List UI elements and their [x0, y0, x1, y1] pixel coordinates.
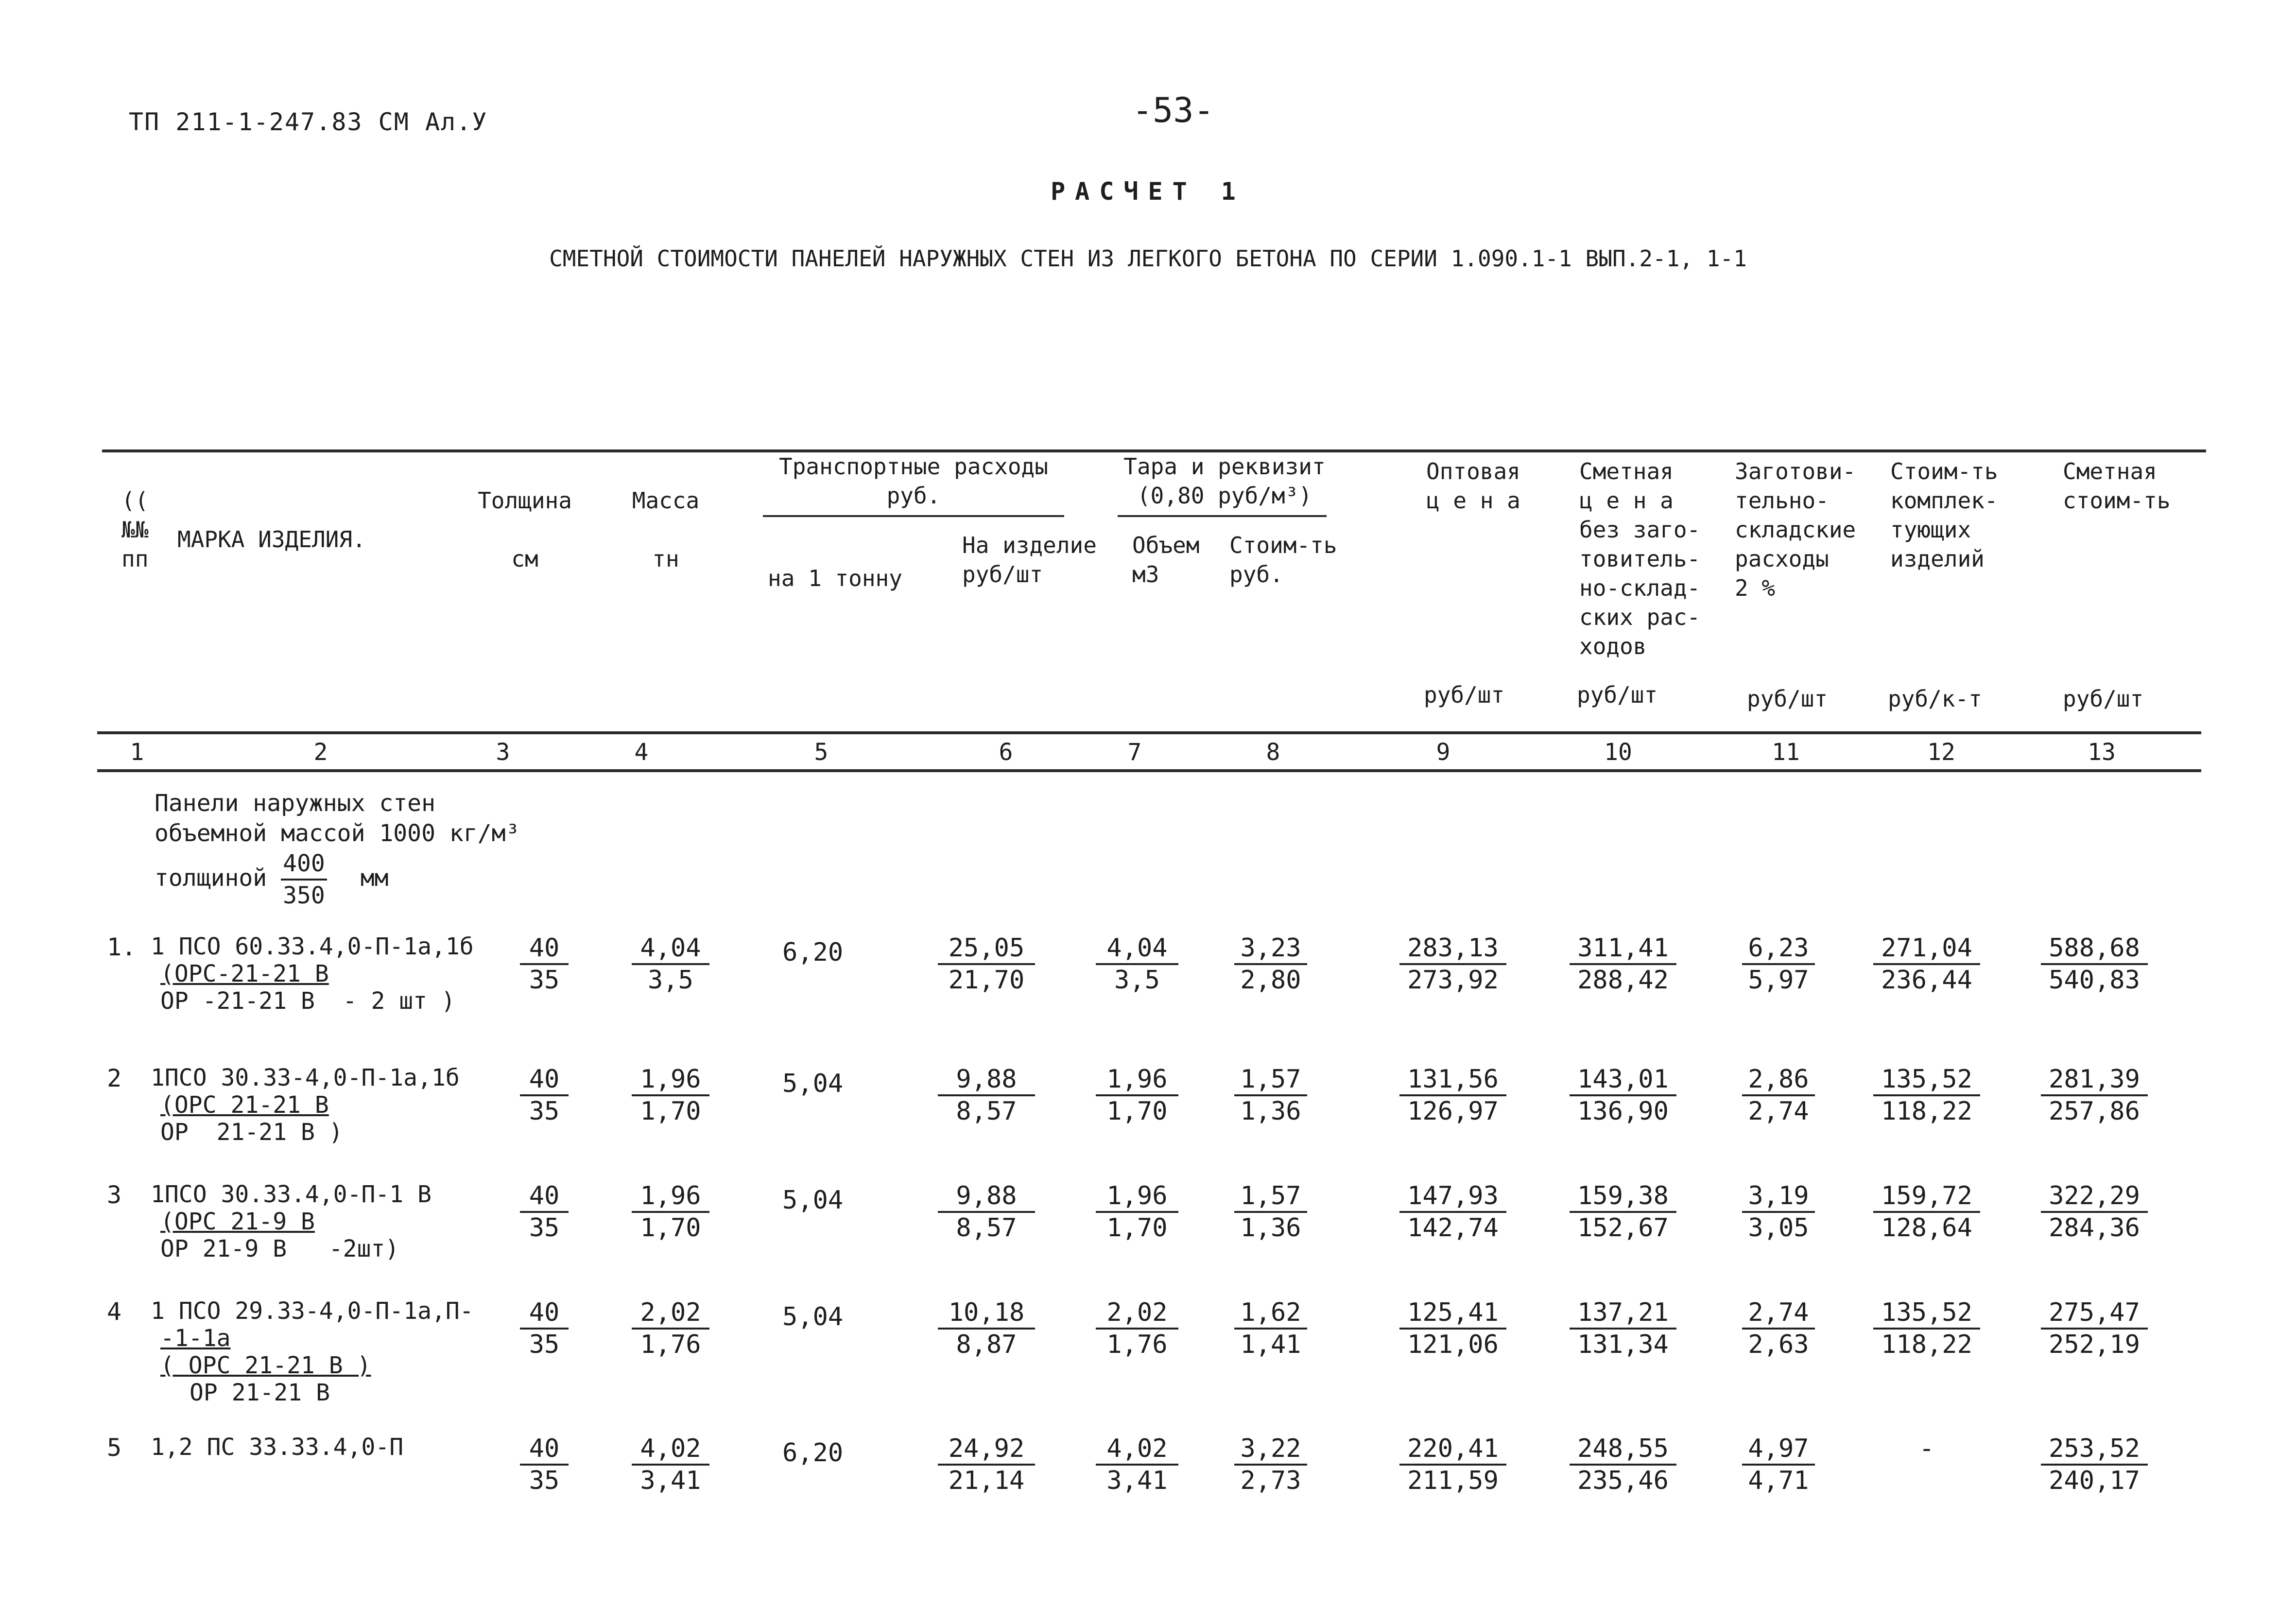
value-top: 131,56	[1399, 1064, 1506, 1096]
value-bottom: 2,80	[1240, 966, 1301, 995]
cell-c10	[1570, 1064, 1676, 1126]
value-top: 2,86	[1742, 1064, 1815, 1096]
value-bottom: 131,34	[1577, 1330, 1669, 1359]
value-top: 1,96	[632, 1064, 709, 1096]
value-bottom: 121,06	[1407, 1330, 1499, 1359]
cell-c6	[938, 1297, 1035, 1360]
cell-c4	[632, 1434, 709, 1496]
value-bottom: 3,5	[648, 966, 693, 995]
product-mark	[151, 1297, 474, 1406]
row-number: 4	[107, 1297, 122, 1326]
cell-c8	[1234, 933, 1307, 995]
header-mark: МАРКА ИЗДЕЛИЯ.	[177, 526, 366, 553]
column-number: 10	[1604, 739, 1632, 766]
value-bottom: 35	[529, 966, 560, 995]
cell-c7	[1096, 1434, 1178, 1496]
product-mark	[151, 1434, 403, 1461]
cell-c11	[1742, 1064, 1815, 1126]
cell-c10	[1570, 1434, 1676, 1496]
cell-c13	[2041, 1297, 2148, 1360]
value-top: 1,57	[1234, 1181, 1307, 1213]
value-top: 253,52	[2041, 1434, 2148, 1466]
cell-c9	[1399, 1434, 1506, 1496]
cell-c6	[938, 1064, 1035, 1126]
value-bottom: 288,42	[1577, 966, 1669, 995]
value-top: 588,68	[2041, 933, 2148, 965]
cell-c3	[520, 1297, 569, 1360]
cell-c3	[520, 933, 569, 995]
column-number: 2	[313, 739, 328, 766]
value-top: 1,96	[632, 1181, 709, 1213]
value-top: 137,21	[1570, 1297, 1676, 1330]
value-top: 147,93	[1399, 1181, 1506, 1213]
cell-c8	[1234, 1181, 1307, 1243]
value-top: 25,05	[938, 933, 1035, 965]
section-unit: мм	[360, 864, 389, 892]
mark-line: ОР 21-9 В -2шт)	[160, 1235, 399, 1262]
cell-c11	[1742, 1434, 1815, 1496]
cell-c5: 6,20	[782, 938, 844, 967]
value-top: 24,92	[938, 1434, 1035, 1466]
column-number: 11	[1772, 739, 1800, 766]
cell-c9	[1399, 1064, 1506, 1126]
value-top: 143,01	[1570, 1064, 1676, 1096]
column-number-rule	[97, 769, 2201, 772]
value-top: 1,96	[1096, 1181, 1178, 1213]
value-bottom: 2,74	[1748, 1097, 1809, 1126]
value-bottom: 1,70	[640, 1097, 701, 1126]
unit-c10: руб/шт	[1577, 682, 1658, 708]
value-bottom: 235,46	[1577, 1466, 1669, 1495]
column-number: 1	[130, 739, 144, 766]
fraction-bottom: 350	[283, 882, 325, 909]
value-bottom: 1,76	[1106, 1330, 1168, 1359]
section-thickness-line	[155, 848, 519, 911]
value-bottom: 284,36	[2049, 1213, 2140, 1243]
cell-c12	[1873, 1297, 1980, 1360]
value-top: 271,04	[1873, 933, 1980, 965]
value-bottom: 1,70	[1106, 1213, 1168, 1243]
cell-c8	[1234, 1434, 1307, 1496]
value-bottom: 257,86	[2049, 1097, 2140, 1126]
value-top: 4,02	[1096, 1434, 1178, 1466]
row-number: 2	[107, 1064, 122, 1092]
mark-line: 1 ПСО 60.33.4,0-П-1а,1б	[151, 933, 474, 960]
value-bottom: 236,44	[1881, 966, 1972, 995]
value-top: 322,29	[2041, 1181, 2148, 1213]
section-line: объемной массой 1000 кг/м³	[155, 820, 520, 847]
column-number: 7	[1127, 739, 1142, 766]
cell-c10	[1570, 1297, 1676, 1360]
cell-c12	[1873, 933, 1980, 995]
cell-c12: -	[1919, 1434, 1934, 1463]
value-top: 1,57	[1234, 1064, 1307, 1096]
product-mark	[151, 1064, 460, 1146]
header-cost: Стоим-ть руб.	[1229, 532, 1337, 588]
cell-c11	[1742, 933, 1815, 995]
mark-line: (ОРС 21-9 В	[160, 1208, 315, 1235]
mark-line: 1 ПСО 29.33-4,0-П-1а,П-	[151, 1297, 474, 1325]
value-bottom: 1,76	[640, 1330, 701, 1359]
value-top: 4,97	[1742, 1434, 1815, 1466]
value-top: 40	[520, 1181, 569, 1213]
value-bottom: 4,71	[1748, 1466, 1809, 1495]
cell-c5: 5,04	[782, 1069, 844, 1098]
value-bottom: 240,17	[2049, 1466, 2140, 1495]
value-bottom: 142,74	[1407, 1213, 1499, 1243]
value-bottom: 21,70	[948, 966, 1025, 995]
product-mark	[151, 933, 474, 1015]
transport-group-rule	[763, 515, 1064, 517]
cell-c4	[632, 1181, 709, 1243]
value-bottom: 1,70	[1106, 1097, 1168, 1126]
value-bottom: 8,57	[956, 1213, 1017, 1243]
header-per-item: На изделие руб/шт	[962, 532, 1097, 588]
value-bottom: 273,92	[1407, 966, 1499, 995]
section-heading	[155, 788, 519, 911]
row-number: 5	[107, 1434, 122, 1462]
mark-line: (ОРС-21-21 В	[160, 960, 329, 987]
value-top: 6,23	[1742, 933, 1815, 965]
cell-c6	[938, 1181, 1035, 1243]
value-bottom: 8,87	[956, 1330, 1017, 1359]
unit-c12: руб/к-т	[1888, 686, 1982, 712]
cell-c7	[1096, 1297, 1178, 1360]
cell-c9	[1399, 933, 1506, 995]
value-bottom: 5,97	[1748, 966, 1809, 995]
value-bottom: 118,22	[1881, 1097, 1972, 1126]
column-number: 8	[1266, 739, 1280, 766]
cell-c11	[1742, 1297, 1815, 1360]
value-bottom: 126,97	[1407, 1097, 1499, 1126]
header-tara: Тара и реквизит (0,80 руб/м³)	[1123, 453, 1326, 509]
mark-line: ( ОРС 21-21 В )	[160, 1352, 371, 1379]
product-mark	[151, 1181, 432, 1262]
column-number: 5	[814, 739, 829, 766]
value-top: 40	[520, 933, 569, 965]
value-top: 125,41	[1399, 1297, 1506, 1330]
document-subtitle: СМЕТНОЙ СТОИМОСТИ ПАНЕЛЕЙ НАРУЖНЫХ СТЕН ИЗ ЛЕГКОГО БЕТОНА ПО СЕРИИ 1.090.1-1 ВЫП.2-1, 1-1	[549, 245, 1747, 272]
row-number: 1.	[107, 933, 137, 961]
cell-c6	[938, 1434, 1035, 1496]
cell-c12	[1873, 1064, 1980, 1126]
cell-c13	[2041, 1434, 2148, 1496]
unit-c9: руб/шт	[1424, 682, 1505, 708]
value-bottom: 35	[529, 1213, 560, 1243]
header-row-number: (( №№ пп	[121, 487, 149, 572]
mark-line: 1ПСО 30.33-4,0-П-1а,1б	[151, 1064, 460, 1091]
header-per-ton: на 1 тонну	[768, 565, 902, 591]
document-code: ТП 211-1-247.83 СМ Ал.У	[129, 108, 488, 136]
value-bottom: 2,63	[1748, 1330, 1809, 1359]
value-bottom: 1,36	[1240, 1097, 1301, 1126]
value-bottom: 136,90	[1577, 1097, 1669, 1126]
value-top: 10,18	[938, 1297, 1035, 1330]
cell-c13	[2041, 1181, 2148, 1243]
value-top: 40	[520, 1064, 569, 1096]
value-top: 9,88	[938, 1181, 1035, 1213]
header-thickness: Толщина см	[478, 487, 572, 572]
value-top: 2,02	[1096, 1297, 1178, 1330]
thickness-fraction	[281, 848, 327, 911]
cell-c6	[938, 933, 1035, 995]
header-estimate-price: Сметная ц е н а без заго- товитель- но-склад- ских рас- ходов	[1579, 458, 1701, 659]
header-components: Стоим-ть комплек- тующих изделий	[1890, 458, 1998, 572]
value-bottom: 1,41	[1240, 1330, 1301, 1359]
cell-c11	[1742, 1181, 1815, 1243]
value-bottom: 35	[529, 1466, 560, 1495]
cell-c5: 5,04	[782, 1186, 844, 1215]
cell-c4	[632, 933, 709, 995]
value-bottom: 211,59	[1407, 1466, 1499, 1495]
value-bottom: 1,70	[640, 1213, 701, 1243]
value-top: 9,88	[938, 1064, 1035, 1096]
cell-c7	[1096, 1181, 1178, 1243]
header-volume: Объем м3	[1132, 532, 1200, 588]
column-number: 12	[1927, 739, 1955, 766]
cell-c13	[2041, 1064, 2148, 1126]
header-wholesale-price: Оптовая ц е н а	[1426, 458, 1520, 514]
header-procurement: Заготови- тельно- складские расходы 2 %	[1735, 458, 1856, 601]
value-top: 281,39	[2041, 1064, 2148, 1096]
value-bottom: 2,73	[1240, 1466, 1301, 1495]
mark-line: ОР 21-21 В	[190, 1379, 330, 1406]
mark-line: -1-1а	[160, 1325, 231, 1352]
column-number: 9	[1436, 739, 1450, 766]
cell-c12	[1873, 1181, 1980, 1243]
value-top: 1,96	[1096, 1064, 1178, 1096]
cell-c7	[1096, 1064, 1178, 1126]
value-bottom: 118,22	[1881, 1330, 1972, 1359]
header-bottom-rule	[97, 731, 2201, 734]
value-top: 4,04	[632, 933, 709, 965]
value-bottom: 252,19	[2049, 1330, 2140, 1359]
value-bottom: 35	[529, 1330, 560, 1359]
value-bottom: 21,14	[948, 1466, 1025, 1495]
value-top: 159,72	[1873, 1181, 1980, 1213]
cell-c5: 5,04	[782, 1302, 844, 1331]
cell-c4	[632, 1297, 709, 1360]
header-mass: Масса тн	[632, 487, 700, 572]
cell-c3	[520, 1181, 569, 1243]
mark-line: ОР -21-21 В - 2 шт )	[160, 987, 455, 1015]
fraction-top: 400	[281, 848, 327, 881]
row-number: 3	[107, 1181, 122, 1209]
value-top: 135,52	[1873, 1297, 1980, 1330]
cell-c9	[1399, 1297, 1506, 1360]
value-top: 311,41	[1570, 933, 1676, 965]
mark-line: ОР 21-21 В )	[160, 1119, 343, 1146]
value-bottom: 1,36	[1240, 1213, 1301, 1243]
cell-c5: 6,20	[782, 1438, 844, 1468]
value-top: 283,13	[1399, 933, 1506, 965]
value-bottom: 3,41	[1106, 1466, 1168, 1495]
page-number: -53-	[1132, 90, 1214, 130]
cell-c8	[1234, 1297, 1307, 1360]
section-line: Панели наружных стен	[155, 790, 435, 817]
cell-c13	[2041, 933, 2148, 995]
unit-c13: руб/шт	[2063, 686, 2144, 712]
cell-c3	[520, 1434, 569, 1496]
header-transport: Транспортные расходы руб.	[779, 453, 1048, 509]
column-number: 13	[2088, 739, 2116, 766]
column-number: 4	[634, 739, 649, 766]
cell-c10	[1570, 933, 1676, 995]
mark-line: 1ПСО 30.33.4,0-П-1 В	[151, 1181, 432, 1208]
tara-group-rule	[1118, 515, 1327, 517]
value-top: 3,23	[1234, 933, 1307, 965]
unit-c11: руб/шт	[1747, 686, 1828, 712]
cell-c7	[1096, 933, 1178, 995]
value-bottom: 3,5	[1114, 966, 1160, 995]
value-top: 135,52	[1873, 1064, 1980, 1096]
value-top: 275,47	[2041, 1297, 2148, 1330]
value-bottom: 3,41	[640, 1466, 701, 1495]
value-top: 2,74	[1742, 1297, 1815, 1330]
value-bottom: 35	[529, 1097, 560, 1126]
column-number: 6	[999, 739, 1013, 766]
value-top: 159,38	[1570, 1181, 1676, 1213]
section-line: толщиной	[155, 864, 267, 892]
value-top: 40	[520, 1297, 569, 1330]
document-title: РАСЧЕТ 1	[1051, 177, 1245, 206]
mark-line: (ОРС 21-21 В	[160, 1091, 329, 1119]
cell-c8	[1234, 1064, 1307, 1126]
value-bottom: 128,64	[1881, 1213, 1972, 1243]
mark-line: 1,2 ПС 33.33.4,0-П	[151, 1434, 404, 1461]
cell-c4	[632, 1064, 709, 1126]
value-top: 40	[520, 1434, 569, 1466]
value-top: 2,02	[632, 1297, 709, 1330]
cell-c9	[1399, 1181, 1506, 1243]
value-bottom: 152,67	[1577, 1213, 1669, 1243]
cell-c3	[520, 1064, 569, 1126]
value-top: 248,55	[1570, 1434, 1676, 1466]
header-estimate-cost: Сметная стоим-ть	[2063, 458, 2171, 514]
value-top: 4,02	[632, 1434, 709, 1466]
value-top: 220,41	[1399, 1434, 1506, 1466]
value-bottom: 540,83	[2049, 966, 2140, 995]
value-bottom: 8,57	[956, 1097, 1017, 1126]
value-bottom: 3,05	[1748, 1213, 1809, 1243]
value-top: 4,04	[1096, 933, 1178, 965]
cell-c10	[1570, 1181, 1676, 1243]
column-number: 3	[496, 739, 510, 766]
value-top: 3,19	[1742, 1181, 1815, 1213]
value-top: 1,62	[1234, 1297, 1307, 1330]
value-top: 3,22	[1234, 1434, 1307, 1466]
